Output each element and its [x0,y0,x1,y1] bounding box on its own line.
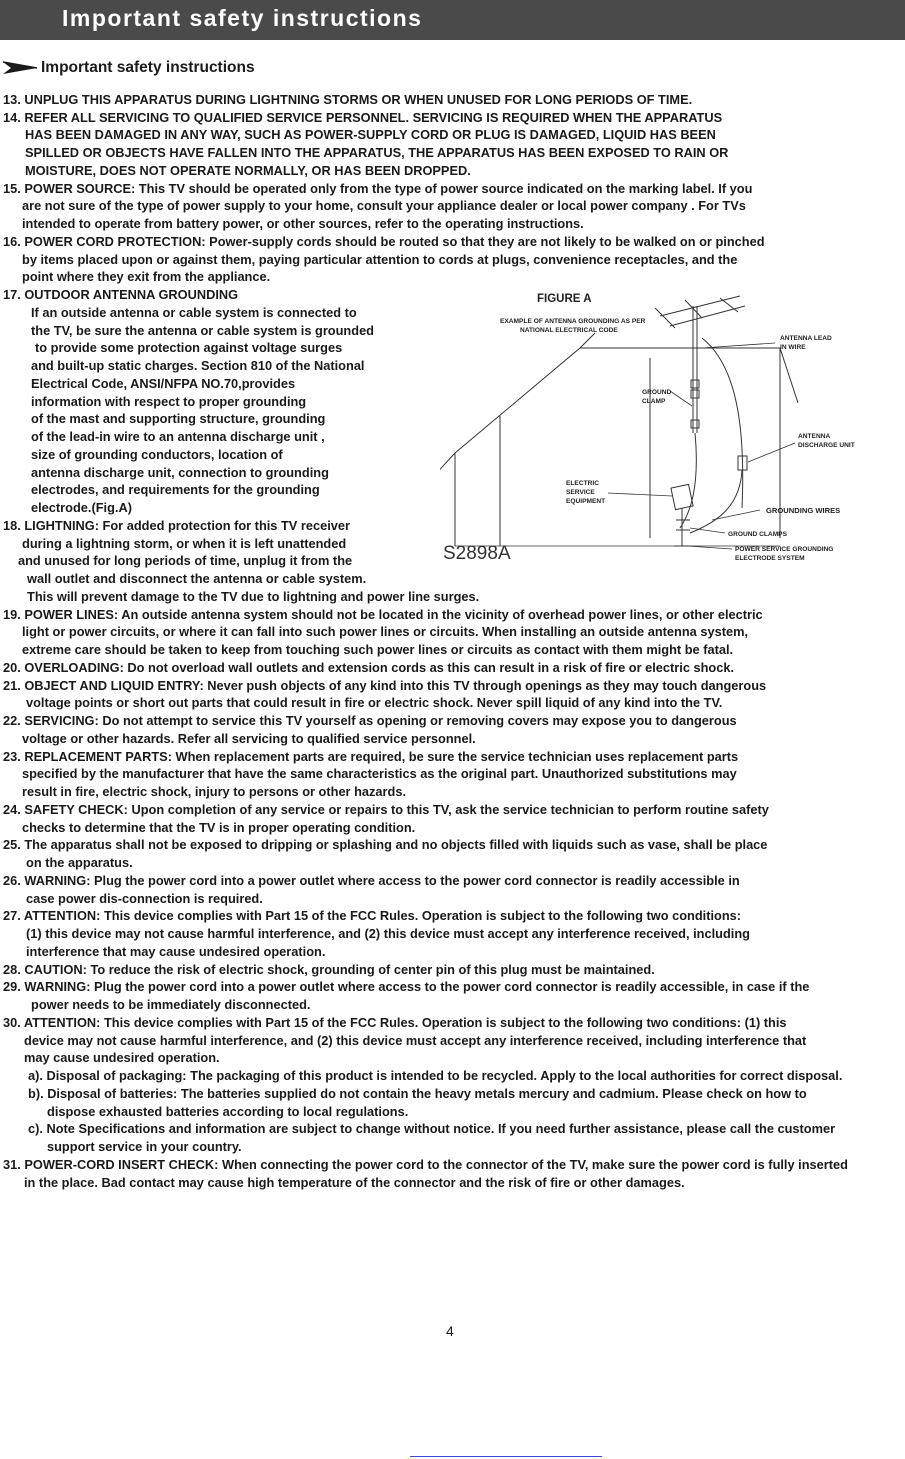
text-line: voltage or other hazards. Refer all servicing to qualified service personnel. [22,731,476,746]
text-line: 21. OBJECT AND LIQUID ENTRY: Never push objects of any kind into this TV through openings as they may touch dangerous [3,678,767,693]
house-drawing [440,333,798,546]
text-line: 26. WARNING: Plug the power cord into a power outlet where access to the power cord connector is readily accessible in [3,873,740,888]
text-line: If an outside antenna or cable system is connected to [31,305,357,320]
text-line: a). Disposal of packaging: The packaging of this product is intended to be recycled. Apply to the local authorities for correct disposal. [28,1068,843,1083]
label-antenna-lead-1: ANTENNA LEAD [780,335,832,342]
text-line: dispose exhausted batteries according to local regulations. [47,1104,409,1119]
text-line: by items placed upon or against them, paying particular attention to cords at plugs, convenience receptacles, and the [22,252,738,267]
label-electric-3: EQUIPMENT [566,498,606,505]
text-line: 31. POWER-CORD INSERT CHECK: When connecting the power cord to the connector of the TV, make sure the power cord is fully inserted [3,1157,848,1172]
text-line: are not sure of the type of power supply to your home, consult your appliance dealer or local power company . For TVs [22,198,746,213]
text-line: and built-up static charges. Section 810 of the National [31,358,365,373]
text-line: voltage points or short out parts that could result in fire or electric shock. Never spill liquid of any kind into the TV. [26,695,723,710]
label-grounding-wires: GROUNDING WIRES [766,506,841,515]
label-ground-clamps: GROUND CLAMPS [728,531,787,538]
text-line: the TV, be sure the antenna or cable system is grounded [31,323,375,338]
figure-caption-line-2: NATIONAL ELECTRICAL CODE [520,327,618,334]
text-line: interference that may cause undesired operation. [26,944,326,959]
text-line: 16. POWER CORD PROTECTION: Power-supply cords should be routed so that they are not likely to be walked on or pinched [3,234,765,249]
figure-caption-line-1: EXAMPLE OF ANTENNA GROUNDING AS PER [500,318,646,325]
text-line: point where they exit from the appliance. [22,269,271,284]
text-line: 18. LIGHTNING: For added protection for this TV receiver [3,518,350,533]
text-line: 13. UNPLUG THIS APPARATUS DURING LIGHTNING STORMS OR WHEN UNUSED FOR LONG PERIODS OF TIME. [3,92,693,107]
text-line: 30. ATTENTION: This device complies with Part 15 of the FCC Rules. Operation is subject to the following two conditions: (1) this [3,1015,787,1030]
label-ground-clamp-2: CLAMP [642,398,666,405]
text-line: 29. WARNING: Plug the power cord into a power outlet where access to the power cord connector is readily accessible, in case if the [3,979,810,994]
text-line: during a lightning storm, or when it is left unattended [22,536,347,551]
text-line: in the place. Bad contact may cause high temperature of the connector and the risk of fire or other damages. [24,1175,685,1190]
text-line: intended to operate from battery power, or other sources, refer to the operating instructions. [22,216,584,231]
leader-lines [608,343,795,549]
figure-title: FIGURE A [537,293,592,305]
text-line: b). Disposal of batteries: The batteries supplied do not contain the heavy metals mercury and cadmium. Please check on how to [28,1086,807,1101]
text-line: and unused for long periods of time, unplug it from the [18,553,353,568]
text-line: checks to determine that the TV is in proper operating condition. [22,820,416,835]
text-line: antenna discharge unit, connection to grounding [31,465,329,480]
text-line: extreme care should be taken to keep from touching such power lines or circuits as contact with them might be fatal. [22,642,734,657]
text-line: This will prevent damage to the TV due to lightning and power line surges. [27,589,480,604]
text-line: 14. REFER ALL SERVICING TO QUALIFIED SERVICE PERSONNEL. SERVICING IS REQUIRED WHEN THE APPARATUS [3,110,723,125]
page-number: 4 [446,1323,454,1339]
text-line: may cause undesired operation. [24,1050,220,1065]
label-power-service-1: POWER SERVICE GROUNDING [735,546,834,553]
text-line: MOISTURE, DOES NOT OPERATE NORMALLY, OR HAS BEEN DROPPED. [25,163,471,178]
electric-service-box [671,484,693,546]
text-line: case power dis-connection is required. [26,891,263,906]
antenna-mast [655,296,747,533]
text-line: 23. REPLACEMENT PARTS: When replacement parts are required, be sure the service technician uses replacement parts [3,749,739,764]
text-line: 28. CAUTION: To reduce the risk of electric shock, grounding of center pin of this plug must be maintained. [3,962,655,977]
text-line: 20. OVERLOADING: Do not overload wall outlets and extension cords as this can result in a risk of fire or electric shock. [3,660,735,675]
bottom-link-underline[interactable] [410,1456,602,1457]
label-electric-2: SERVICE [566,489,595,496]
text-line: 19. POWER LINES: An outside antenna system should not be located in the vicinity of overhead power lines, or other electric [3,607,763,622]
text-line: HAS BEEN DAMAGED IN ANY WAY, SUCH AS POWER-SUPPLY CORD OR PLUG IS DAMAGED, LIQUID HAS BEEN [25,127,716,142]
text-line: (1) this device may not cause harmful interference, and (2) this device must accept any interference received, including [26,926,750,941]
text-line: of the mast and supporting structure, grounding [31,411,326,426]
text-line: of the lead-in wire to an antenna discharge unit , [31,429,325,444]
text-line: 22. SERVICING: Do not attempt to service this TV yourself as opening or removing covers may expose you to dangerous [3,713,737,728]
text-line: SPILLED OR OBJECTS HAVE FALLEN INTO THE APPARATUS, THE APPARATUS HAS BEEN EXPOSED TO RAIN OR [25,145,729,160]
text-line: 17. OUTDOOR ANTENNA GROUNDING [3,287,239,302]
text-line: support service in your country. [47,1139,242,1154]
text-line: power needs to be immediately disconnected. [31,997,311,1012]
label-discharge-1: ANTENNA [798,433,831,440]
header-title: Important safety instructions [62,5,423,31]
text-line: wall outlet and disconnect the antenna or cable system. [27,571,367,586]
model-code: S2898A [443,543,511,564]
text-line: 27. ATTENTION: This device complies with Part 15 of the FCC Rules. Operation is subject to the following two conditions: [3,908,742,923]
text-line: information with respect to proper grounding [31,394,307,409]
text-line: 24. SAFETY CHECK: Upon completion of any service or repairs to this TV, ask the service technician to perform routine safety [3,802,769,817]
text-line: 25. The apparatus shall not be exposed to dripping or splashing and no objects filled with liquids such as vase, shall be place [3,837,768,852]
label-discharge-2: DISCHARGE UNIT [798,442,855,449]
text-line: Electrical Code, ANSI/NFPA NO.70,provides [31,376,296,391]
arrow-right-icon [2,60,38,76]
text-line: specified by the manufacturer that have the same characteristics as the original part. Unauthorized substitutions may [22,766,737,781]
label-antenna-lead-2: IN WIRE [780,344,806,351]
text-line: size of grounding conductors, location of [31,447,283,462]
text-line: device may not cause harmful interference, and (2) this device must accept any interference received, including interference that [24,1033,807,1048]
text-line: on the apparatus. [26,855,133,870]
text-line: to provide some protection against voltage surges [35,340,343,355]
text-line: 15. POWER SOURCE: This TV should be operated only from the type of power source indicated on the marking label. If you [3,181,753,196]
text-line: electrode.(Fig.A) [31,500,132,515]
text-line: c). Note Specifications and information are subject to change without notice. If you need further assistance, please call the customer [28,1121,836,1136]
text-line: result in fire, electric shock, injury to persons or other hazards. [22,784,407,799]
section-title: Important safety instructions [41,59,255,76]
label-ground-clamp-1: GROUND [642,389,672,396]
label-electric-1: ELECTRIC [566,480,599,487]
label-power-service-2: ELECTRODE SYSTEM [735,555,805,562]
text-line: light or power circuits, or where it can fall into such power lines or circuits. When installing an outside antenna system, [22,624,749,639]
antenna-grounding-figure [440,288,880,578]
text-line: electrodes, and requirements for the grounding [31,482,320,497]
